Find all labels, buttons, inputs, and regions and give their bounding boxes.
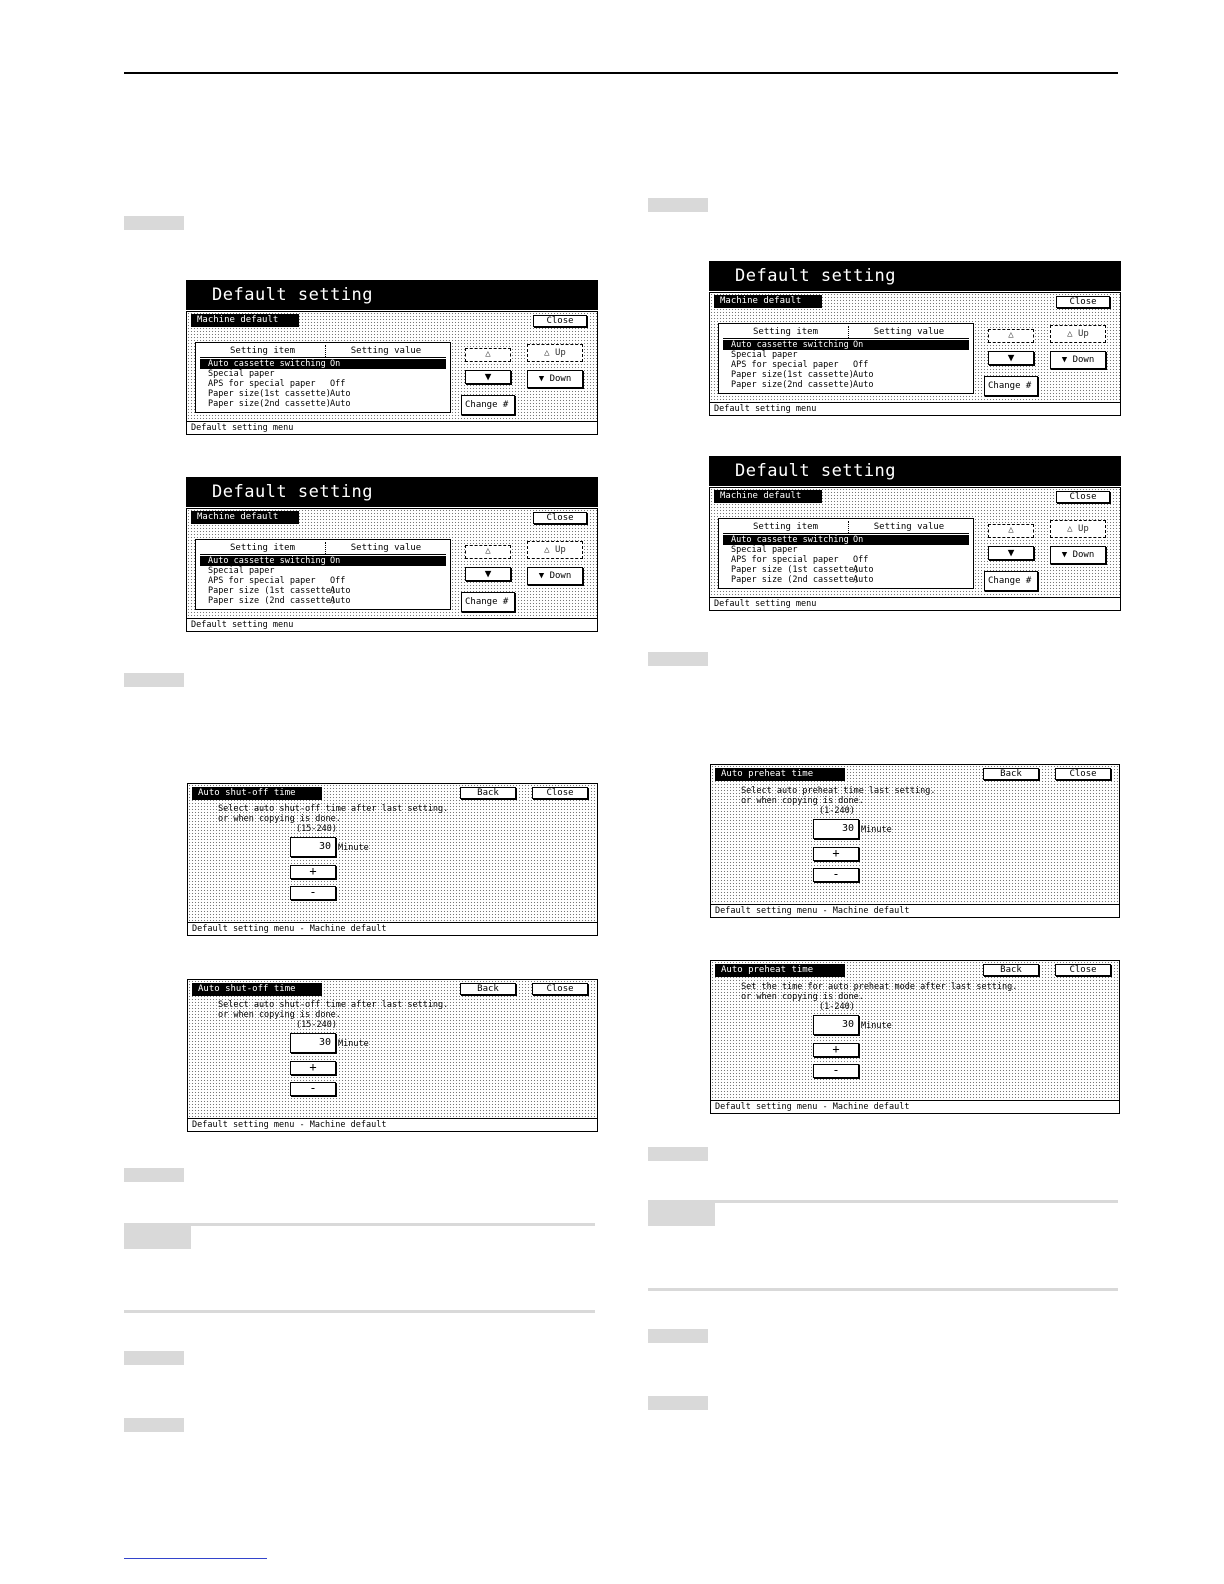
triangle-down-icon: ▼ bbox=[1061, 355, 1068, 365]
note-top-rule bbox=[124, 1223, 595, 1226]
list-item[interactable] bbox=[200, 359, 446, 369]
panel-title: Default setting bbox=[709, 456, 1121, 486]
item-name: Auto cassette switching bbox=[208, 556, 326, 566]
triangle-down-icon: ▼ bbox=[1007, 546, 1015, 559]
list-header bbox=[723, 521, 969, 534]
time-setting-panel bbox=[187, 979, 598, 1132]
step-marker bbox=[124, 216, 184, 230]
column-setting-value: Setting value bbox=[350, 543, 422, 553]
item-name: Paper size (1st cassette) bbox=[731, 565, 859, 575]
default-setting-panel bbox=[709, 456, 1121, 611]
down-button[interactable] bbox=[1050, 546, 1106, 564]
time-setting-panel bbox=[710, 764, 1120, 918]
back-button[interactable]: Back bbox=[460, 787, 516, 799]
change-button[interactable] bbox=[984, 376, 1038, 396]
default-setting-panel bbox=[709, 261, 1121, 416]
list-item[interactable] bbox=[723, 555, 969, 565]
note-bottom-rule bbox=[648, 1288, 1118, 1291]
item-name: Paper size(1st cassette) bbox=[208, 389, 331, 399]
time-setting-panel bbox=[710, 960, 1120, 1114]
item-name: Special paper bbox=[731, 350, 798, 360]
down-label: Down bbox=[549, 374, 572, 384]
instruction-line-2: or when copying is done. bbox=[741, 992, 864, 1002]
item-name: APS for special paper bbox=[208, 379, 316, 389]
item-name: Special paper bbox=[208, 566, 275, 576]
step-marker bbox=[124, 1168, 184, 1182]
status-bar: Default setting menu - Machine default bbox=[188, 1118, 597, 1131]
panel-frame bbox=[709, 292, 1121, 416]
step-marker bbox=[124, 673, 184, 687]
up-label: Up bbox=[555, 545, 566, 555]
list-item[interactable] bbox=[200, 399, 446, 409]
item-value: Auto bbox=[853, 565, 874, 575]
instruction-line-1: Select auto shut-off time after last setting. bbox=[218, 1000, 449, 1010]
up-button[interactable] bbox=[527, 541, 583, 559]
instruction-line-1: Select auto preheat time last setting. bbox=[741, 786, 936, 796]
tab-auto-shut-off-time[interactable]: Auto shut-off time bbox=[192, 983, 322, 996]
item-name: Auto cassette switching bbox=[208, 359, 326, 369]
close-button[interactable]: Close bbox=[533, 512, 587, 524]
column-setting-value: Setting value bbox=[350, 346, 422, 356]
change-label: Change # bbox=[988, 576, 1032, 586]
item-value: On bbox=[330, 359, 341, 369]
default-setting-panel bbox=[186, 280, 598, 435]
close-button[interactable]: Close bbox=[532, 787, 588, 799]
range-label: (1-240) bbox=[819, 1002, 855, 1012]
plus-button[interactable]: + bbox=[290, 865, 336, 879]
item-value: On bbox=[853, 535, 864, 545]
step-marker bbox=[648, 1147, 708, 1161]
plus-button[interactable]: + bbox=[290, 1061, 336, 1075]
item-value: Off bbox=[853, 555, 869, 565]
note-marker bbox=[124, 1223, 191, 1249]
item-name: APS for special paper bbox=[731, 555, 839, 565]
up-label: Up bbox=[555, 348, 566, 358]
close-button[interactable]: Close bbox=[533, 315, 587, 327]
column-setting-item: Setting item bbox=[200, 345, 326, 357]
tab-auto-shut-off-time[interactable]: Auto shut-off time bbox=[192, 787, 322, 800]
column-setting-item: Setting item bbox=[723, 521, 849, 533]
close-button[interactable]: Close bbox=[532, 983, 588, 995]
list-item[interactable] bbox=[723, 370, 969, 380]
item-name: Special paper bbox=[208, 369, 275, 379]
top-rule bbox=[124, 72, 1118, 74]
scroll-up-button[interactable] bbox=[988, 329, 1034, 343]
triangle-down-icon: ▼ bbox=[1007, 351, 1015, 364]
scroll-up-button[interactable] bbox=[465, 348, 511, 362]
scroll-down-button[interactable] bbox=[465, 567, 511, 581]
status-bar: Default setting menu - Machine default bbox=[188, 922, 597, 935]
status-bar: Default setting menu - Machine default bbox=[711, 904, 1119, 917]
list-item[interactable] bbox=[723, 350, 969, 360]
minus-button[interactable]: - bbox=[813, 868, 859, 882]
item-name: APS for special paper bbox=[731, 360, 839, 370]
list-item[interactable] bbox=[723, 535, 969, 545]
list-item[interactable] bbox=[723, 340, 969, 350]
list-item[interactable] bbox=[723, 360, 969, 370]
list-item[interactable] bbox=[723, 380, 969, 390]
down-button[interactable] bbox=[1050, 351, 1106, 369]
up-label: Up bbox=[1078, 524, 1089, 534]
column-setting-item: Setting item bbox=[723, 326, 849, 338]
settings-list bbox=[718, 518, 974, 589]
instruction-line-2: or when copying is done. bbox=[741, 796, 864, 806]
scroll-up-button[interactable] bbox=[465, 545, 511, 559]
time-value-field[interactable]: 30 bbox=[290, 1033, 336, 1053]
instruction-line-2: or when copying is done. bbox=[218, 814, 341, 824]
minus-button[interactable]: - bbox=[290, 886, 336, 900]
change-button[interactable] bbox=[461, 592, 515, 612]
list-item[interactable] bbox=[200, 379, 446, 389]
panel-frame bbox=[186, 311, 598, 435]
down-button[interactable] bbox=[527, 567, 583, 585]
list-item[interactable] bbox=[200, 566, 446, 576]
item-name: Paper size (1st cassette) bbox=[208, 586, 336, 596]
unit-label: Minute bbox=[338, 843, 369, 853]
triangle-up-outline-icon: △ bbox=[485, 349, 491, 359]
column-setting-value: Setting value bbox=[873, 327, 945, 337]
item-value: Auto bbox=[330, 389, 351, 399]
triangle-up-outline-icon: △ bbox=[1008, 525, 1014, 535]
list-item[interactable] bbox=[723, 565, 969, 575]
back-button[interactable]: Back bbox=[983, 964, 1039, 976]
up-button[interactable] bbox=[1050, 520, 1106, 538]
scroll-down-button[interactable] bbox=[988, 546, 1034, 560]
status-bar: Default setting menu bbox=[187, 421, 597, 434]
item-value: On bbox=[330, 556, 341, 566]
time-value-field[interactable]: 30 bbox=[813, 819, 859, 839]
item-name: Paper size (2nd cassette) bbox=[731, 575, 859, 585]
range-label: (15-240) bbox=[296, 824, 337, 834]
unit-label: Minute bbox=[861, 1021, 892, 1031]
scroll-down-button[interactable] bbox=[465, 370, 511, 384]
triangle-up-outline-icon: △ bbox=[1067, 524, 1073, 534]
item-name: Paper size(2nd cassette) bbox=[731, 380, 854, 390]
item-name: Special paper bbox=[731, 545, 798, 555]
tab-machine-default[interactable]: Machine default bbox=[191, 314, 299, 327]
list-item[interactable] bbox=[723, 575, 969, 585]
plus-button[interactable]: + bbox=[813, 1043, 859, 1057]
triangle-down-icon: ▼ bbox=[538, 571, 545, 581]
item-name: Auto cassette switching bbox=[731, 340, 849, 350]
back-button[interactable]: Back bbox=[460, 983, 516, 995]
panel-title: Default setting bbox=[186, 477, 598, 507]
range-label: (1-240) bbox=[819, 806, 855, 816]
item-value: Off bbox=[853, 360, 869, 370]
item-value: Auto bbox=[330, 399, 351, 409]
item-value: Auto bbox=[853, 380, 874, 390]
close-button[interactable]: Close bbox=[1056, 491, 1110, 503]
time-value-field[interactable]: 30 bbox=[290, 837, 336, 857]
default-setting-panel bbox=[186, 477, 598, 632]
item-name: Paper size (2nd cassette) bbox=[208, 596, 336, 606]
item-name: Paper size(2nd cassette) bbox=[208, 399, 331, 409]
item-value: Off bbox=[330, 576, 346, 586]
change-button[interactable] bbox=[984, 571, 1038, 591]
item-name: APS for special paper bbox=[208, 576, 316, 586]
down-label: Down bbox=[549, 571, 572, 581]
list-header bbox=[723, 326, 969, 339]
item-value: Auto bbox=[330, 586, 351, 596]
panel-title: Default setting bbox=[709, 261, 1121, 291]
up-label: Up bbox=[1078, 329, 1089, 339]
time-value-field[interactable]: 30 bbox=[813, 1015, 859, 1035]
down-button[interactable] bbox=[527, 370, 583, 388]
tab-machine-default[interactable]: Machine default bbox=[191, 511, 299, 524]
step-marker bbox=[648, 1396, 708, 1410]
triangle-down-icon: ▼ bbox=[538, 374, 545, 384]
item-name: Auto cassette switching bbox=[731, 535, 849, 545]
tab-auto-preheat-time[interactable]: Auto preheat time bbox=[715, 964, 845, 977]
item-value: Auto bbox=[330, 596, 351, 606]
status-bar: Default setting menu bbox=[710, 597, 1120, 610]
step-marker bbox=[648, 198, 708, 212]
instruction-line-1: Set the time for auto preheat mode after last setting. bbox=[741, 982, 1018, 992]
item-value: On bbox=[853, 340, 864, 350]
list-item[interactable] bbox=[200, 576, 446, 586]
close-button[interactable]: Close bbox=[1055, 768, 1111, 780]
scroll-down-button[interactable] bbox=[988, 351, 1034, 365]
list-item[interactable] bbox=[723, 545, 969, 555]
minus-button[interactable]: - bbox=[290, 1082, 336, 1096]
change-label: Change # bbox=[465, 400, 509, 410]
column-setting-value: Setting value bbox=[873, 522, 945, 532]
plus-button[interactable]: + bbox=[813, 847, 859, 861]
triangle-down-icon: ▼ bbox=[484, 567, 492, 580]
up-button[interactable] bbox=[1050, 325, 1106, 343]
triangle-up-outline-icon: △ bbox=[485, 546, 491, 556]
item-value: Off bbox=[330, 379, 346, 389]
list-header bbox=[200, 542, 446, 555]
tab-machine-default[interactable]: Machine default bbox=[714, 295, 822, 308]
down-label: Down bbox=[1072, 550, 1095, 560]
item-value: Auto bbox=[853, 370, 874, 380]
triangle-up-outline-icon: △ bbox=[1008, 330, 1014, 340]
unit-label: Minute bbox=[861, 825, 892, 835]
panel-title: Default setting bbox=[186, 280, 598, 310]
change-label: Change # bbox=[465, 597, 509, 607]
time-setting-panel bbox=[187, 783, 598, 936]
list-item[interactable] bbox=[200, 596, 446, 606]
item-value: Auto bbox=[853, 575, 874, 585]
settings-list bbox=[195, 342, 451, 413]
column-setting-item: Setting item bbox=[200, 542, 326, 554]
list-header bbox=[200, 345, 446, 358]
back-button[interactable]: Back bbox=[983, 768, 1039, 780]
triangle-down-icon: ▼ bbox=[1061, 550, 1068, 560]
instruction-line-2: or when copying is done. bbox=[218, 1010, 341, 1020]
tab-auto-preheat-time[interactable]: Auto preheat time bbox=[715, 768, 845, 781]
range-label: (15-240) bbox=[296, 1020, 337, 1030]
tab-machine-default[interactable]: Machine default bbox=[714, 490, 822, 503]
step-marker bbox=[648, 652, 708, 666]
triangle-up-outline-icon: △ bbox=[1067, 329, 1073, 339]
step-marker bbox=[124, 1351, 184, 1365]
list-item[interactable] bbox=[200, 586, 446, 596]
note-marker bbox=[648, 1200, 715, 1226]
list-item[interactable] bbox=[200, 556, 446, 566]
status-bar: Default setting menu bbox=[187, 618, 597, 631]
change-label: Change # bbox=[988, 381, 1032, 391]
close-button[interactable]: Close bbox=[1056, 296, 1110, 308]
up-button[interactable] bbox=[527, 344, 583, 362]
status-bar: Default setting menu - Machine default bbox=[711, 1100, 1119, 1113]
triangle-down-icon: ▼ bbox=[484, 370, 492, 383]
close-button[interactable]: Close bbox=[1055, 964, 1111, 976]
scroll-up-button[interactable] bbox=[988, 524, 1034, 538]
minus-button[interactable]: - bbox=[813, 1064, 859, 1078]
unit-label: Minute bbox=[338, 1039, 369, 1049]
status-bar: Default setting menu bbox=[710, 402, 1120, 415]
settings-list bbox=[718, 323, 974, 394]
instruction-line-1: Select auto shut-off time after last setting. bbox=[218, 804, 449, 814]
settings-list bbox=[195, 539, 451, 610]
footer-link-rule bbox=[124, 1558, 267, 1559]
step-marker bbox=[648, 1329, 708, 1343]
note-bottom-rule bbox=[124, 1310, 595, 1313]
change-button[interactable] bbox=[461, 395, 515, 415]
list-item[interactable] bbox=[200, 369, 446, 379]
panel-frame bbox=[186, 508, 598, 632]
triangle-up-outline-icon: △ bbox=[544, 545, 550, 555]
step-marker bbox=[124, 1418, 184, 1432]
item-name: Paper size(1st cassette) bbox=[731, 370, 854, 380]
note-top-rule bbox=[648, 1200, 1118, 1203]
panel-frame bbox=[709, 487, 1121, 611]
triangle-up-outline-icon: △ bbox=[544, 348, 550, 358]
list-item[interactable] bbox=[200, 389, 446, 399]
down-label: Down bbox=[1072, 355, 1095, 365]
